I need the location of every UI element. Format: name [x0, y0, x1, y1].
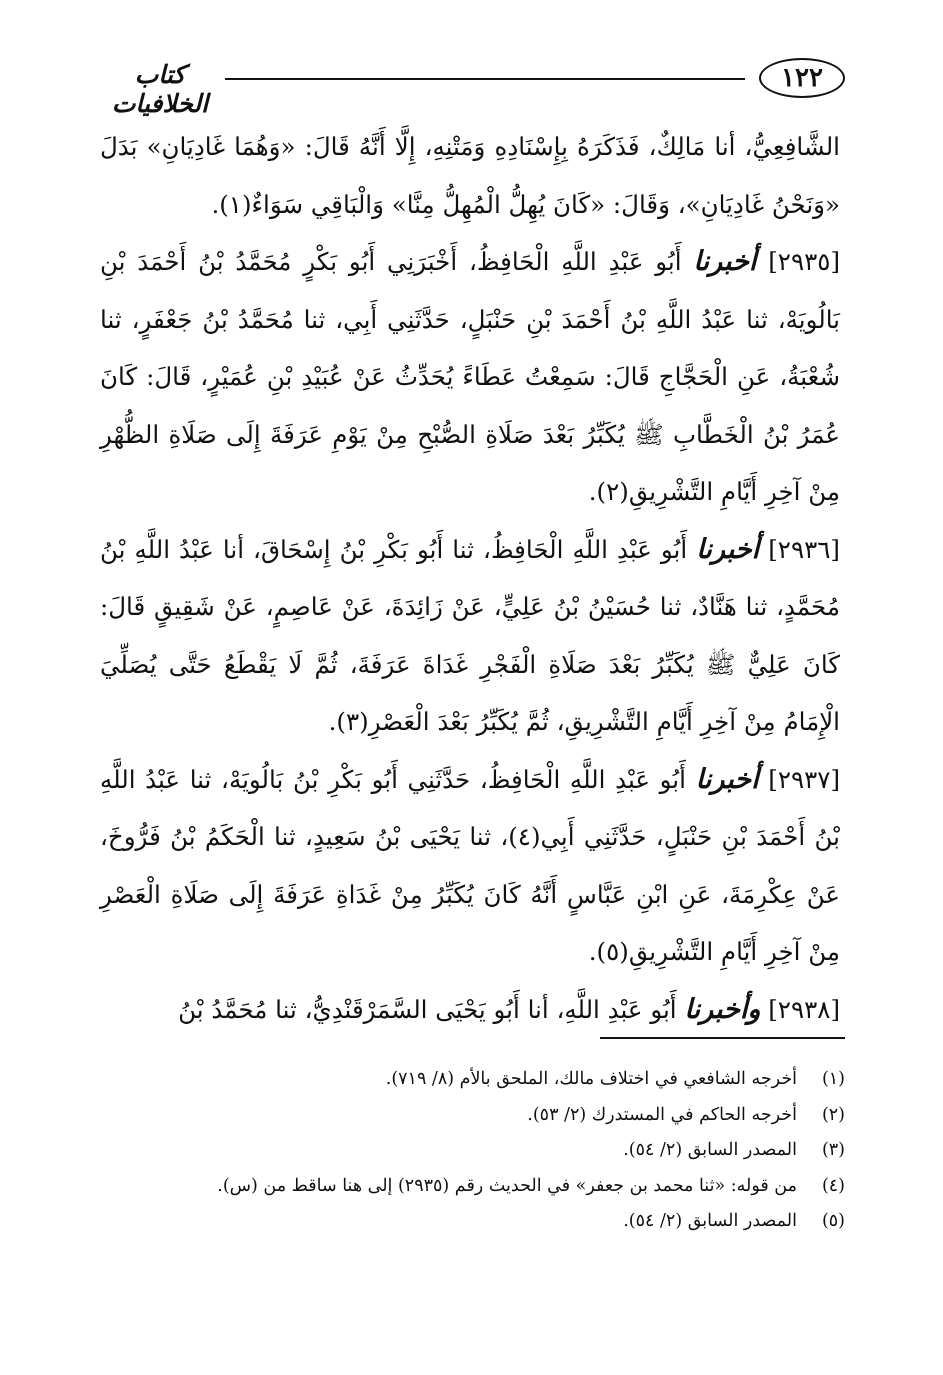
paragraph-continuation — [100, 118, 840, 233]
page-number: ١٢٢ — [759, 58, 845, 98]
paragraph-text: أَبُو عَبْدِ اللَّهِ الْحَافِظُ، أَخْبَرَنِي أَبُو بَكْرٍ مُحَمَّدُ بْنُ أَحْمَدَ بْنِ بَالُويَهْ، ثنا عَبْدُ اللَّهِ بْنُ أَحْمَدَ بْنِ حَنْبَلٍ، حَدَّثَنِي أَبِي، ثنا مُحَمَّدُ بْنُ جَعْفَرٍ، ثنا شُعْبَةُ، عَنِ الْحَجَّاجِ قَالَ: سَمِعْتُ عَطَاءً يُحَدِّثُ عَنْ عُبَيْدِ بْنِ عُمَيْرٍ، قَالَ: كَانَ عُمَرُ بْنُ الْخَطَّابِ ﷺ يُكَبِّرُ بَعْدَ صَلَاةِ الصُّبْحِ مِنْ يَوْمِ عَرَفَةَ إِلَى صَلَاةِ الظُّهْرِ مِنْ آخِرِ أَيَّامِ التَّشْرِيقِ(٢). — [100, 247, 840, 506]
footnote-4 — [100, 1169, 845, 1205]
hadith-number: [٢٩٣٥] — [768, 247, 840, 276]
footnote-text: أخرجه الحاكم في المستدرك (٢/ ٥٣). — [527, 1104, 797, 1125]
footnote-number: (٤) — [821, 1175, 845, 1196]
hadith-keyword: وأخبرنا — [684, 993, 761, 1025]
hadith-number: [٢٩٣٨] — [768, 994, 840, 1024]
hadith-2938 — [100, 981, 840, 1039]
footnote-5 — [100, 1204, 845, 1240]
footnote-number: (٥) — [821, 1211, 845, 1231]
hadith-2937 — [100, 751, 840, 981]
header-rule — [225, 78, 745, 80]
footnote-number: (١) — [821, 1069, 845, 1089]
footnote-rule — [600, 1037, 845, 1039]
hadith-number: [٢٩٣٧] — [768, 764, 841, 794]
footnote-number: (٢) — [821, 1104, 845, 1125]
hadith-keyword: أخبرنا — [693, 246, 757, 277]
footnote-1 — [100, 1062, 845, 1098]
hadith-keyword: أخبرنا — [696, 533, 760, 565]
paragraph-text: أَبُو عَبْدِ اللَّهِ، أنا أَبُو يَحْيَى السَّمَرْقَنْدِيُّ، ثنا مُحَمَّدُ بْنُ — [178, 994, 677, 1024]
book-title: كتاب الخلافيات — [111, 60, 209, 118]
paragraph-text: الشَّافِعِيُّ، أنا مَالِكٌ، فَذَكَرَهُ بِإِسْنَادِهِ وَمَتْنِهِ، إِلَّا أَنَّهُ قَالَ: «وَهُمَا غَادِيَانِ» بَدَلَ «وَنَحْنُ غَادِيَانِ»، وَقَالَ: «كَانَ يُهِلُّ الْمُهِلُّ مِنَّا» وَالْبَاقِي سَوَاءٌ(١). — [100, 132, 840, 219]
hadith-number: [٢٩٣٦] — [768, 534, 840, 564]
footnote-text: أخرجه الشافعي في اختلاف مالك، الملحق بالأم (٨/ ٧١٩). — [385, 1069, 797, 1089]
main-text — [100, 118, 840, 1038]
hadith-2936 — [100, 521, 840, 751]
paragraph-text: أَبُو عَبْدِ اللَّهِ الْحَافِظُ، حَدَّثَنِي أَبُو بَكْرِ بْنُ بَالُويَهْ، ثنا عَبْدُ اللَّهِ بْنُ أَحْمَدَ بْنِ حَنْبَلٍ، حَدَّثَنِي أَبِي(٤)، ثنا يَحْيَى بْنُ سَعِيدٍ، ثنا الْحَكَمُ بْنُ فَرُّوخَ، عَنْ عِكْرِمَةَ، عَنِ ابْنِ عَبَّاسٍ أَنَّهُ كَانَ يُكَبِّرُ مِنْ غَدَاةِ عَرَفَةَ إِلَى صَلَاةِ الْعَصْرِ مِنْ آخِرِ أَيَّامِ التَّشْرِيقِ(٥). — [100, 764, 840, 966]
footnote-text: المصدر السابق (٢/ ٥٤). — [623, 1211, 797, 1231]
footnote-text: المصدر السابق (٢/ ٥٤). — [623, 1140, 797, 1160]
hadith-keyword: أخبرنا — [695, 763, 759, 795]
paragraph-text: أَبُو عَبْدِ اللَّهِ الْحَافِظُ، ثنا أَبُو بَكْرِ بْنُ إِسْحَاقَ، أنا عَبْدُ اللَّهِ بْنُ مُحَمَّدٍ، ثنا هَنَّادٌ، ثنا حُسَيْنُ بْنُ عَلِيٍّ، عَنْ زَائِدَةَ، عَنْ عَاصِمٍ، عَنْ شَقِيقٍ قَالَ: كَانَ عَلِيٌّ ﷺ يُكَبِّرُ بَعْدَ صَلَاةِ الْفَجْرِ غَدَاةَ عَرَفَةَ، ثُمَّ لَا يَقْطَعُ حَتَّى يُصَلِّيَ الْإِمَامُ مِنْ آخِرِ أَيَّامِ التَّشْرِيقِ، ثُمَّ يُكَبِّرُ بَعْدَ الْعَصْرِ(٣). — [100, 534, 841, 736]
footnote-2 — [100, 1098, 845, 1134]
footnote-number: (٣) — [821, 1140, 845, 1160]
footnotes — [100, 1062, 845, 1240]
footnote-3 — [100, 1133, 845, 1169]
footnote-text: من قوله: «ثنا محمد بن جعفر» في الحديث رقم (٢٩٣٥) إلى هنا ساقط من (س). — [217, 1175, 797, 1196]
page-header — [100, 56, 845, 118]
hadith-2935 — [100, 233, 840, 521]
